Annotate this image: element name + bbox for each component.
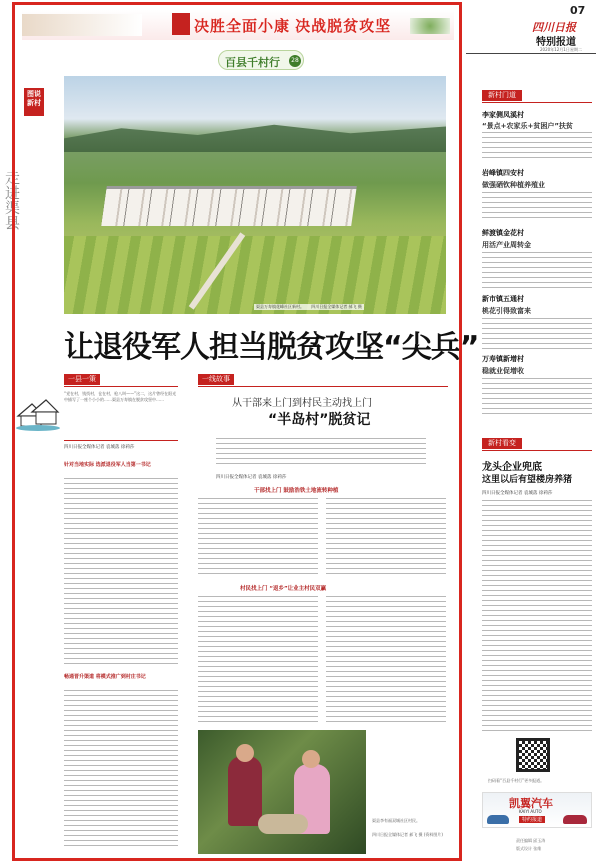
right-rule-1 [482,102,592,103]
section-tag-tushuo: 图说新村 [24,88,44,116]
farm-fields [64,236,446,314]
col1-intro-rule [64,440,178,441]
right-headline-2: 这里以后有望楼房养猪 [482,475,573,485]
right-byline: 四川日报全媒体记者 袁城落 徐莉莎 [482,491,553,496]
banner-slogan: 决胜全面小康 决战脱贫攻坚 [194,18,392,35]
qr-code[interactable] [516,738,550,772]
story-lead [216,438,426,468]
column-tag-yixiangushi: 一线故事 [198,374,234,385]
banner-village-illustration [22,14,142,36]
person-left [228,756,262,826]
col1-intro: “党在村，钱找村，仓在村，枪八叫——”这二，这片曾经在阳光中描写了一座个小小的……渠县万寿镇在脱贫攻坚中…… [64,391,177,402]
right-item-5-sub: 稳就业促增收 [482,367,524,375]
ad-brand: 凯翼汽车 [509,797,553,810]
right-item-2-text [482,192,592,222]
right-headline-1: 龙头企业兜底 [482,462,542,473]
person-right-head [302,750,320,768]
village-house-illustration [14,392,62,432]
story-photo-credit: 四川日报全媒体记者 郝飞 摄 (资料图片) [372,832,443,837]
paper-name: 四川日报 [532,21,576,34]
right-item-5-text [482,378,592,418]
photo-credit: 四川日报全媒体记者 郝飞 摄 [311,304,362,309]
right-item-4-text [482,318,592,350]
main-photo [64,76,446,314]
col2-rule [198,386,448,387]
car-right-icon [563,815,587,824]
right-item-2-title: 岩峰镇四安村 [482,169,524,177]
right-item-4-title: 新市镇五通村 [482,295,524,303]
issue-date: 2020年12月1日 [540,47,570,52]
right-item-1-sub: “景点+农家乐+贫困户”扶贫 [482,122,573,130]
story-title-2: “半岛村”脱贫记 [268,412,371,428]
right-item-2-sub: 做强硒钦种植养殖业 [482,181,545,189]
photo-caption [254,304,364,310]
right-item-3-title: 鲜渡镇金花村 [482,229,524,237]
column-logo [218,50,304,70]
header-rule [466,53,596,54]
qr-note: 扫码看“百县千村行”更多报道。 [488,778,545,783]
column-number: 28 [289,55,301,67]
story-sub2: 村民找上门 “返乡”让业主村民双赢 [240,586,327,592]
story-text-a [198,498,318,578]
column-tag-yixianyice: 一县一策 [64,374,100,385]
story-photo-caption: 渠县李有福双城社区村民。 [372,818,420,823]
vertical-title: 走进渠县 [3,170,21,230]
section-title: 特别报道 [536,37,576,48]
person-left-head [236,744,254,762]
story-byline: 四川日报全媒体记者 袁城落 徐莉莎 [216,475,287,480]
basket [258,814,308,834]
banner-flag-icon [172,13,190,35]
ad-brand-en: KAIYI AUTO [519,809,542,814]
story-photo [198,730,366,854]
story-text-b [326,498,446,578]
story-text-d [326,596,446,724]
col1-rule [64,386,178,387]
right-tag-xincunkanbian: 新村看变 [482,438,522,449]
story-title-1: 从干部来上门到村民主动找上门 [232,398,372,409]
ad-tag: 特约报道 [519,816,545,823]
sponsor-ad[interactable] [482,792,592,828]
car-left-icon [487,815,509,824]
story-sub1: 干部找上门 鼓励浩铁土地流转种植 [254,488,339,494]
banner-tree-illustration [410,18,450,34]
col1-sub1: 针对当地实际 选派退役军人当第一书记 [64,462,151,468]
right-item-1-text [482,132,592,162]
slogan-banner [22,10,454,40]
col1-byline: 四川日报全媒体记者 袁城落 徐莉莎 [64,445,135,450]
right-item-5-title: 万寿镇新增村 [482,355,524,363]
photo-caption-text: 渠县万寿镇花峰社区新村。 [256,304,304,309]
column-logo-text: 百县千村行 [225,56,280,69]
right-item-1-title: 李家侧凤溪村 [482,111,524,119]
col1-sub2: 畅通晋升渠道 将模式推广到村庄书记 [64,674,146,680]
right-item-3-sub: 用活产业周转金 [482,241,531,249]
issue-weekday: 星期二 [570,47,582,52]
col1-text-b [64,690,178,850]
mountain-ridge [64,118,446,152]
col1-text-a [64,478,178,668]
page-number: 07 [570,4,586,17]
right-tag-xincunmendao: 新村门道 [482,90,522,101]
main-headline: 让退役军人担当脱贫攻坚“尖兵” [64,330,479,365]
village-houses [101,186,357,226]
story-text-c [198,596,318,724]
footer-design: 版式设计 张维 [516,846,542,851]
footer-editor: 责任编辑 邱玉涛 [516,838,546,843]
right-item-4-sub: 桃花引得致富来 [482,307,531,315]
right-story-text [482,500,592,732]
right-item-3-text [482,252,592,288]
right-rule-2 [482,450,592,451]
